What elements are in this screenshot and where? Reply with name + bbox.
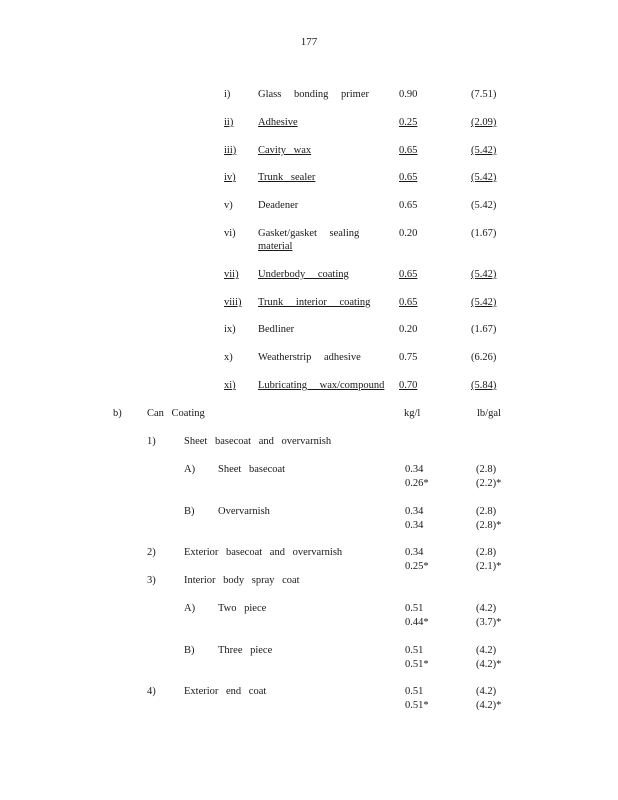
item-name: Exterior basecoat and overvarnish (184, 547, 343, 558)
value-lb: (5.42) (471, 145, 497, 156)
value-lb: (1.67) (471, 324, 497, 335)
value-kg: 0.51* (405, 659, 429, 670)
value-kg: 0.90 (399, 89, 418, 100)
item-number: v) (224, 200, 233, 211)
value-kg: 0.65 (399, 145, 418, 156)
value-kg: 0.34 (405, 506, 424, 517)
item-number: vi) (224, 228, 236, 239)
page-number: 177 (300, 36, 318, 48)
value-kg: 0.65 (399, 297, 418, 308)
subitem-letter: B) (184, 506, 195, 517)
item-name: Sheet basecoat and overvarnish (184, 436, 332, 447)
value-lb: (5.84) (471, 380, 497, 391)
subitem-letter: A) (184, 603, 196, 614)
item-number: 3) (147, 575, 156, 586)
item-number: iv) (224, 172, 236, 183)
item-name: Interior body spray coat (184, 575, 300, 586)
item-name: Lubricating wax/compound (258, 380, 385, 391)
value-kg: 0.34 (405, 547, 424, 558)
item-number: 1) (147, 436, 156, 447)
column-header-kg: kg/l (404, 408, 421, 419)
value-kg: 0.70 (399, 380, 418, 391)
item-name: Gasket/gasket sealing (258, 228, 360, 239)
value-lb: (4.2) (476, 645, 497, 656)
item-name: Adhesive (258, 117, 298, 128)
item-number: ix) (224, 324, 236, 335)
item-name: Exterior end coat (184, 686, 267, 697)
value-lb: (4.2)* (476, 659, 502, 670)
item-number: xi) (224, 380, 236, 391)
item-number: viii) (224, 297, 242, 308)
section-label: b) (113, 408, 122, 419)
value-kg: 0.51 (405, 686, 424, 697)
item-name: Bedliner (258, 324, 295, 335)
value-kg: 0.51 (405, 645, 424, 656)
value-kg: 0.34 (405, 520, 424, 531)
value-lb: (2.8) (476, 506, 497, 517)
value-lb: (2.8)* (476, 520, 502, 531)
value-kg: 0.26* (405, 478, 429, 489)
value-lb: (4.2) (476, 603, 497, 614)
section-title: Can Coating (147, 408, 205, 419)
subitem-name: Two piece (218, 603, 267, 614)
subitem-name: Overvarnish (218, 506, 270, 517)
value-kg: 0.65 (399, 172, 418, 183)
item-number: iii) (224, 145, 237, 156)
value-kg: 0.65 (399, 200, 418, 211)
value-kg: 0.25 (399, 117, 418, 128)
item-name: Trunk sealer (258, 172, 316, 183)
subitem-name: Three piece (218, 645, 273, 656)
value-kg: 0.20 (399, 324, 418, 335)
item-number: ii) (224, 117, 234, 128)
value-kg: 0.34 (405, 464, 424, 475)
value-lb: (2.8) (476, 464, 497, 475)
item-name: Deadener (258, 200, 299, 211)
item-number: vii) (224, 269, 239, 280)
value-kg: 0.44* (405, 617, 429, 628)
item-number: 4) (147, 686, 156, 697)
value-lb: (1.67) (471, 228, 497, 239)
value-lb: (2.2)* (476, 478, 502, 489)
item-number: 2) (147, 547, 156, 558)
item-number: x) (224, 352, 233, 363)
value-kg: 0.51* (405, 700, 429, 711)
value-lb: (2.8) (476, 547, 497, 558)
value-lb: (5.42) (471, 172, 497, 183)
item-name-continued: material (258, 241, 293, 252)
value-lb: (2.1)* (476, 561, 502, 572)
column-header-lb: lb/gal (477, 408, 501, 419)
item-name: Glass bonding primer (258, 89, 369, 100)
item-name: Trunk interior coating (258, 297, 371, 308)
subitem-letter: A) (184, 464, 196, 475)
item-name: Underbody coating (258, 269, 349, 280)
value-lb: (4.2)* (476, 700, 502, 711)
value-lb: (4.2) (476, 686, 497, 697)
value-lb: (7.51) (471, 89, 497, 100)
value-lb: (5.42) (471, 269, 497, 280)
value-lb: (3.7)* (476, 617, 502, 628)
value-kg: 0.75 (399, 352, 418, 363)
item-name: Weatherstrip adhesive (258, 352, 361, 363)
value-lb: (5.42) (471, 200, 497, 211)
value-kg: 0.51 (405, 603, 424, 614)
value-kg: 0.25* (405, 561, 429, 572)
value-lb: (6.26) (471, 352, 497, 363)
value-lb: (2.09) (471, 117, 497, 128)
subitem-name: Sheet basecoat (218, 464, 286, 475)
value-lb: (5.42) (471, 297, 497, 308)
value-kg: 0.20 (399, 228, 418, 239)
item-name: Cavity wax (258, 145, 312, 156)
subitem-letter: B) (184, 645, 195, 656)
item-number: i) (224, 89, 231, 100)
value-kg: 0.65 (399, 269, 418, 280)
